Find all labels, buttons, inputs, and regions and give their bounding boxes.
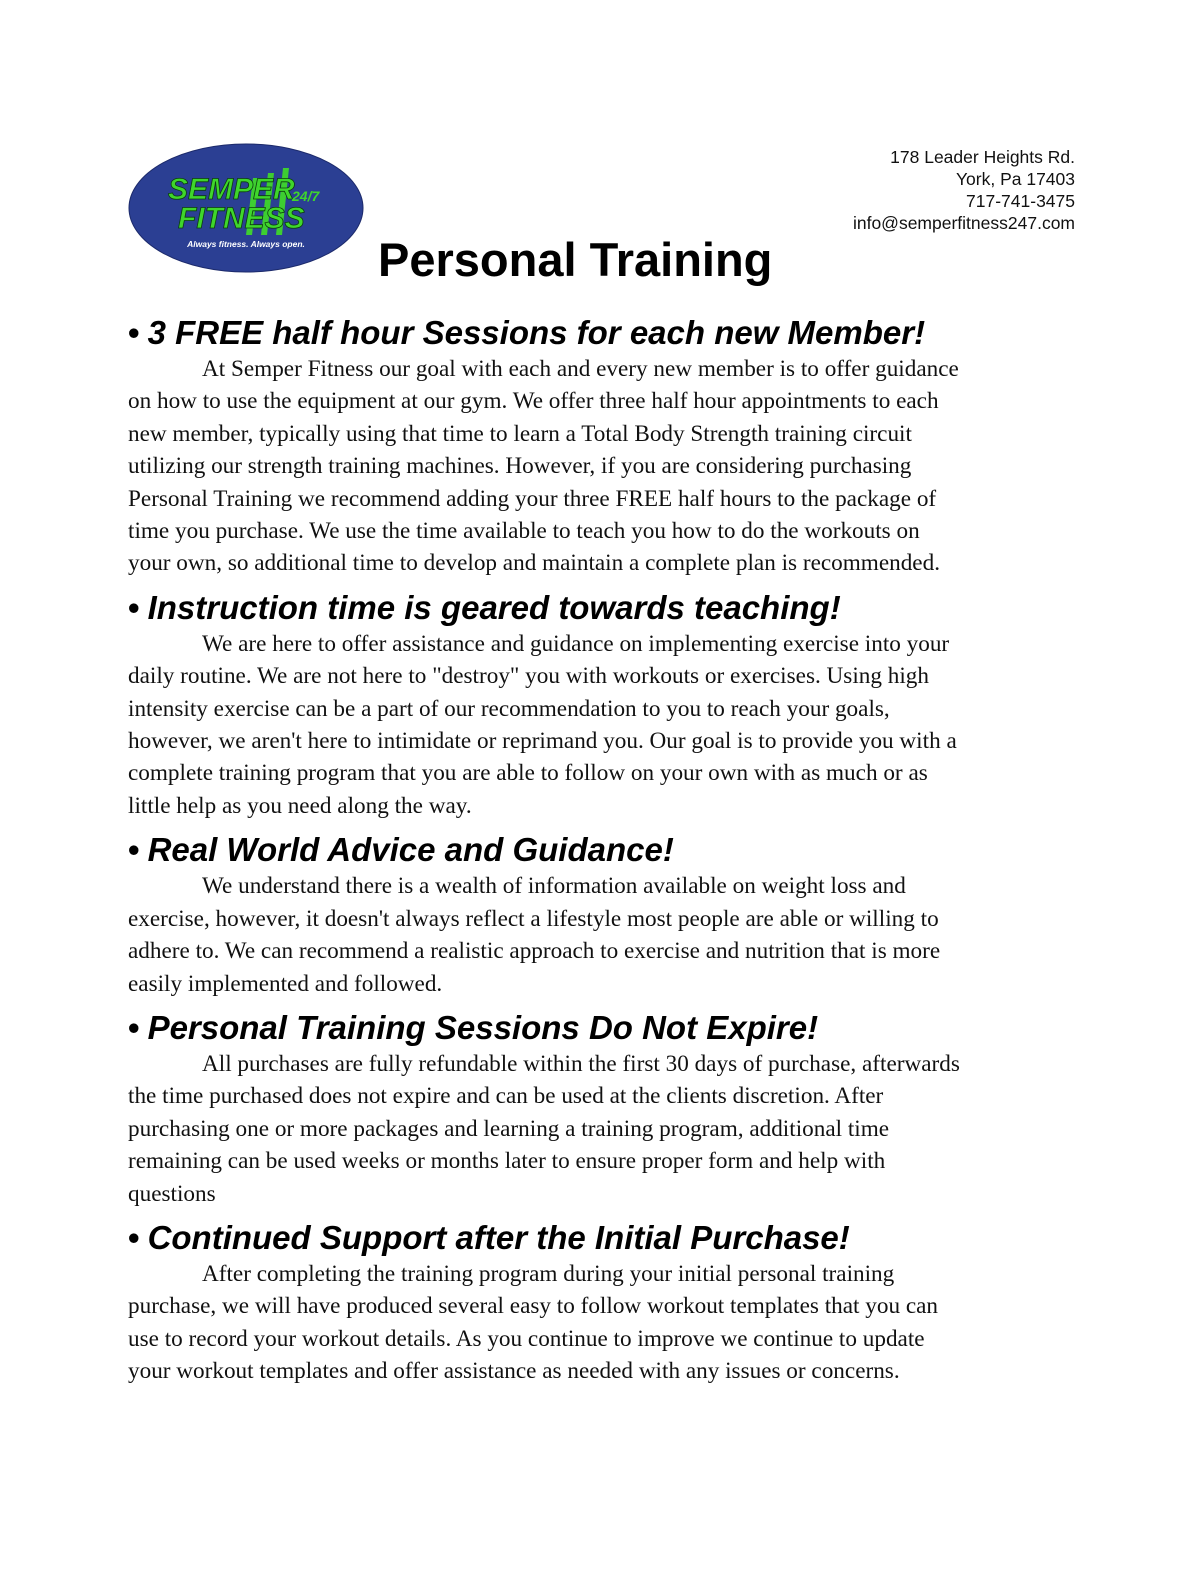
semper-fitness-logo	[128, 143, 364, 273]
heading-text: Continued Support after the Initial Purchase!	[147, 1218, 850, 1256]
heading-text: 3 FREE half hour Sessions for each new Member!	[147, 314, 926, 351]
page-title: Personal Training	[378, 233, 773, 286]
body-line: your own, so additional time to develop and maintain a complete plan is recommended.	[128, 550, 940, 577]
content-sections	[128, 313, 1068, 1388]
bullet-icon: •	[128, 314, 140, 351]
address-email: info@semperfitness247.com	[852, 213, 1075, 233]
body-line: purchasing one or more packages and learning a training program, additional time	[128, 1115, 890, 1142]
section-heading	[128, 1218, 1068, 1258]
body-line: complete training program that you are able to follow on your own with as much or as	[128, 760, 928, 787]
heading-text: Personal Training Sessions Do Not Expire!	[147, 1008, 819, 1046]
body-line: exercise, however, it doesn't always reflect a lifestyle most people are able or willing to	[128, 905, 939, 932]
body-line: use to record your workout details. As you continue to improve we continue to update	[128, 1325, 925, 1352]
logo-line1: SEMPER	[168, 173, 295, 206]
section-body	[128, 1258, 1068, 1388]
section-continued-support	[128, 1218, 1068, 1388]
body-line: utilizing our strength training machines. However, if you are considering purchasing	[128, 453, 912, 480]
body-line: remaining can be used weeks or months later to ensure proper form and help with	[128, 1148, 886, 1175]
address-street: 178 Leader Heights Rd.	[890, 147, 1075, 167]
bullet-icon: •	[128, 588, 140, 626]
body-line: At Semper Fitness our goal with each and every new member is to offer guidance	[202, 356, 959, 382]
address-phone: 717-741-3475	[966, 191, 1075, 211]
body-line: the time purchased does not expire and can be used at the clients discretion. After	[128, 1083, 884, 1110]
logo-badge: 24/7	[292, 188, 320, 204]
section-real-world-advice	[128, 830, 1068, 1000]
section-sessions-expire	[128, 1008, 1068, 1210]
bullet-icon: •	[128, 831, 140, 869]
body-line: purchase, we will have produced several easy to follow workout templates that you can	[128, 1293, 939, 1320]
section-body	[128, 870, 1068, 1000]
body-line: easily implemented and followed.	[128, 970, 443, 997]
bullet-icon: •	[128, 1008, 140, 1046]
body-line: your workout templates and offer assistance as needed with any issues or concerns.	[128, 1358, 900, 1385]
body-line: All purchases are fully refundable within the first 30 days of purchase, afterwards	[202, 1050, 960, 1077]
logo-line2: FITNESS	[178, 202, 305, 235]
body-line: We understand there is a wealth of information available on weight loss and	[202, 873, 906, 900]
body-line: new member, typically using that time to learn a Total Body Strength training circuit	[128, 420, 912, 447]
section-instruction-time	[128, 588, 1068, 822]
heading-text: Instruction time is geared towards teaching!	[147, 588, 841, 626]
bullet-icon: •	[128, 1218, 140, 1256]
section-body	[128, 353, 1068, 580]
body-line: Personal Training we recommend adding your three FREE half hours to the package of	[128, 485, 937, 512]
section-free-sessions	[128, 313, 1068, 580]
body-line: We are here to offer assistance and guidance on implementing exercise into your	[202, 630, 950, 657]
address-block	[853, 146, 1075, 234]
body-line: daily routine. We are not here to "destroy" you with workouts or exercises. Using high	[128, 663, 929, 690]
section-body	[128, 628, 1068, 822]
logo-tagline: Always fitness. Always open.	[187, 239, 305, 249]
body-line: little help as you need along the way.	[128, 792, 472, 819]
address-city: York, Pa 17403	[955, 169, 1075, 189]
section-heading	[128, 830, 1068, 870]
body-line: time you purchase. We use the time available to teach you how to do the workouts on	[128, 518, 920, 545]
logo-graphic	[128, 143, 364, 273]
section-body	[128, 1048, 1068, 1210]
section-heading	[128, 313, 1068, 353]
body-line: After completing the training program during your initial personal training	[202, 1260, 895, 1287]
section-heading	[128, 1008, 1068, 1048]
body-line: intensity exercise can be a part of our recommendation to you to reach your goals,	[128, 695, 890, 722]
section-heading	[128, 588, 1068, 628]
heading-text: Real World Advice and Guidance!	[147, 831, 674, 869]
body-line: adhere to. We can recommend a realistic approach to exercise and nutrition that is more	[128, 938, 941, 965]
body-line: on how to use the equipment at our gym. We offer three half hour appointments to each	[128, 388, 939, 415]
body-line: questions	[128, 1180, 216, 1207]
body-line: however, we aren't here to intimidate or reprimand you. Our goal is to provide you with a	[128, 728, 957, 755]
